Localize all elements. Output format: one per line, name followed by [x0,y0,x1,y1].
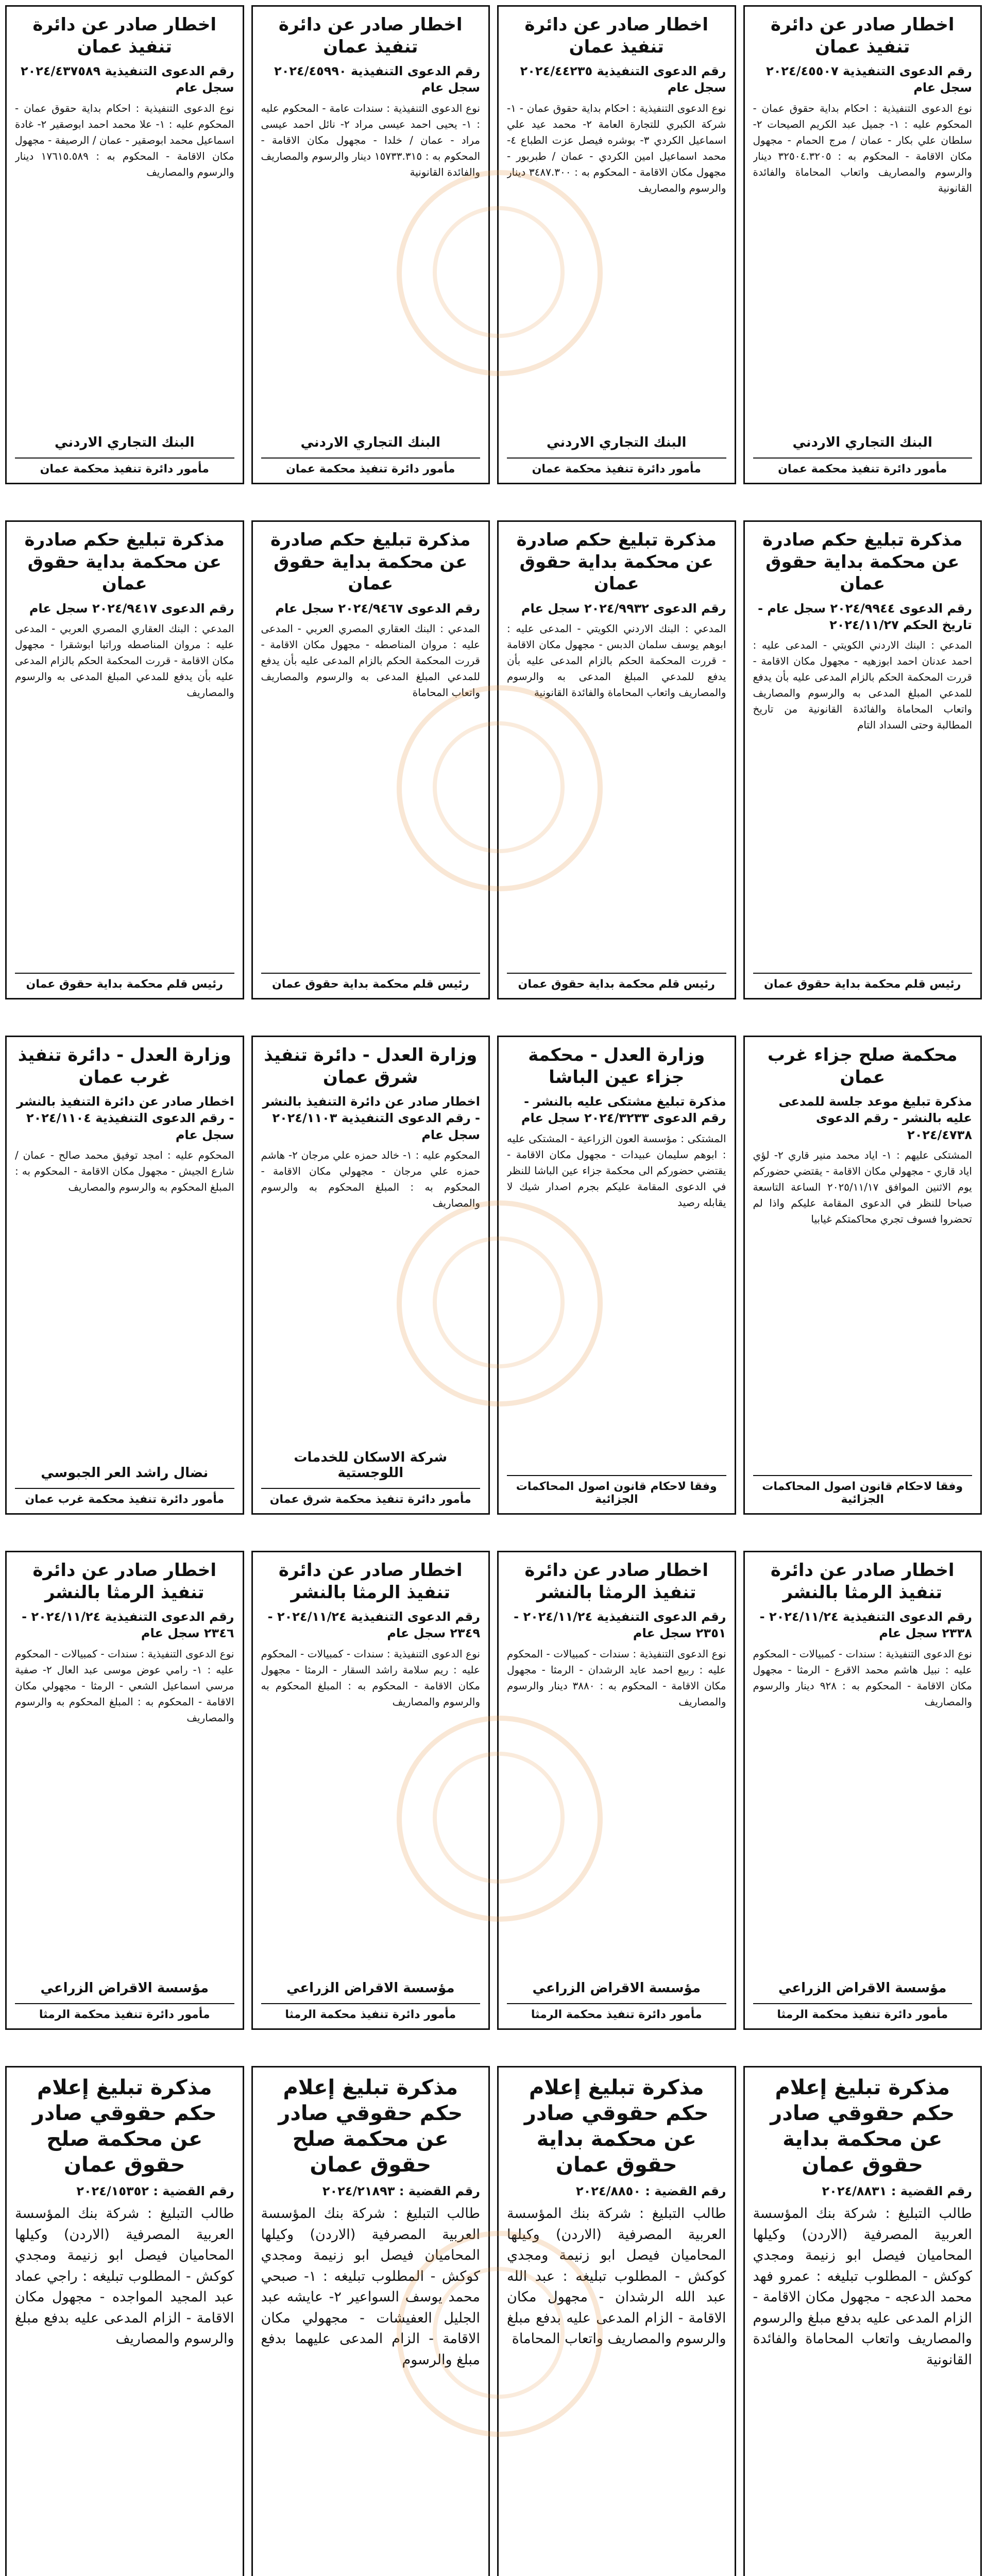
notice-body: طالب التبليغ : شركة بنك المؤسسة العربية المصرفية (الاردن) وكيلها المحاميان فيصل ابو زنيمة ومجدي كوكش - المطلوب تبليغه : ١- صبحي محمد يوسف السواعير ٢- عايشه عبد الجليل العفيشات - مجهولي مكان الاقامة - الزام المدعى عليهما بدفع مبلغ والرسوم [261,2206,480,2368]
legal-notice [497,1036,736,1515]
notice-case-number: رقم القضية : ٢٠٢٤/٨٨٥٠ [576,2184,726,2198]
notice-title: مذكرة تبليغ إعلام حكم حقوقي صادر عن محكمة صلح حقوق عمان [278,2076,463,2177]
notice-body: المدعي : البنك الاردني الكويتي - المدعى عليه : ابوهم يوسف سلمان الدبس - مجهول مكان الاقامة - قررت المحكمة الحكم بالزام المدعى عليه بأن يدفع للمدعي المبلغ المدعى به والرسوم والمصاريف واتعاب المحاماة والفائدة القانونية [507,622,726,699]
legal-notice [251,520,490,999]
notice-body: نوع الدعوى التنفيذية : احكام بداية حقوق عمان - المحكوم عليه : ١- علا محمد احمد ابوصقير ٢- غادة اسماعيل محمد ابوصقير - عمان / الرصيفة - مجهول مكان الاقامة - المحكوم به : ١٧٦١٥.٥٨٩ دينار والرسوم والمصاريف [15,101,234,178]
notice-row-5 [5,2066,982,2576]
notice-case-number: رقم الدعوى التنفيذية ٢٠٢٤/١١/٢٤ - ٢٣٤٩ سجل عام [267,1609,480,1641]
notice-title: اخطار صادر عن دائرة تنفيذ عمان [770,14,955,57]
notice-title: مذكرة تبليغ حكم صادرة عن محكمة بداية حقوق عمان [516,530,717,594]
notice-case-number: رقم القضية : ٢٠٢٤/٢١٨٩٣ [322,2184,480,2198]
notice-body: المحكوم عليه : ١- خالد حمزه علي مرجان ٢- هاشم حمزه علي مرجان - مجهولي مكان الاقامة - المحكوم به : المبلغ المحكوم به والرسوم والمصاريف [261,1149,480,1210]
notice-signature: مأمور دائرة تنفيذ محكمة شرق عمان [261,1488,481,1506]
notice-party: البنك التجاري الاردني [55,435,195,450]
notice-title: اخطار صادر عن دائرة تنفيذ عمان [32,14,217,57]
notice-body: نوع الدعوى التنفيذية : احكام بداية حقوق عمان - المحكوم عليه : ١- جميل عبد الكريم الصيحات ٢- سلطان علي بكار - عمان / مرج الحمام - مجهول مكان الاقامة - المحكوم به : ٣٢٥٠٤.٣٢٠٥ دينار والرسوم والمصاريف واتعاب المحاماة والفائدة القانونية [753,101,972,194]
notice-case-number: اخطار صادر عن دائرة التنفيذ بالنشر - رقم الدعوى التنفيذية ٢٠٢٤/١١٠٤ سجل عام [16,1094,234,1142]
notice-title: اخطار صادر عن دائرة تنفيذ الرمثا بالنشر [770,1560,955,1603]
notice-row-3 [5,1036,982,1515]
notice-case-number: رقم الدعوى ٢٠٢٤/٩٩٤٤ سجل عام - تاريخ الحكم ٢٠٢٤/١١/٢٧ [758,601,972,632]
notice-case-number: اخطار صادر عن دائرة التنفيذ بالنشر - رقم الدعوى التنفيذية ٢٠٢٤/١١٠٣ سجل عام [262,1094,480,1142]
notice-title: وزارة العدل - دائرة تنفيذ شرق عمان [264,1045,478,1088]
notice-title: وزارة العدل - دائرة تنفيذ غرب عمان [18,1045,231,1088]
notice-body: طالب التبليغ : شركة بنك المؤسسة العربية المصرفية (الاردن) وكيلها المحاميان فيصل ابو زنيمة ومجدي كوكش - المطلوب تبليغه : عمرو فهد محمد الدعجه - مجهول مكان الاقامة - الزام المدعى عليه بدفع مبلغ والرسوم والمصاريف واتعاب المحاماة والفائدة القانونية [753,2206,972,2368]
legal-notice [497,5,736,484]
notice-body: نوع الدعوى التنفيذية : سندات - كمبيالات - المحكوم عليه : ١- رامي عوض موسى عبد العال ٢- صفية مرسي اسماعيل الشعي - الرمثا - مجهولي مكان الاقامة - المحكوم به : المبلغ المحكوم به والرسوم والمصاريف [15,1647,234,1724]
notice-signature: مأمور دائرة تنفيذ محكمة الرمثا [753,2003,973,2021]
notice-case-number: مذكرة تبليغ موعد جلسة للمدعى عليه بالنشر - رقم الدعوى ٢٠٢٤/٤٧٣٨ [778,1094,972,1142]
notice-signature: رئيس قلم محكمة بداية حقوق عمان [507,973,726,991]
notice-title: مذكرة تبليغ إعلام حكم حقوقي صادر عن محكمة بداية حقوق عمان [524,2076,709,2177]
legal-notice [743,1551,982,2030]
legal-notice [251,1551,490,2030]
notice-party: مؤسسة الاقراض الزراعي [286,1980,455,1996]
legal-notice [743,2066,982,2576]
notice-case-number: رقم الدعوى التنفيذية ٢٠٢٤/٤٣٧٥٨٩ سجل عام [20,64,234,95]
notice-party: مؤسسة الاقراض الزراعي [778,1980,947,1996]
notice-body: المشتكى عليهم : ١- اياد محمد منير قاري ٢- لؤي اياد قاري - مجهولي مكان الاقامة - يقتضي حضوركم يوم الاثنين الموافق ٢٠٢٥/١١/١٧ الساعة التاسعة صباحا للنظر في الدعوى المقامة عليكم واذا لم تحضروا فسوف تجري محاكمتكم غيابيا [753,1149,972,1226]
notice-case-number: رقم القضية : ٢٠٢٤/١٥٣٥٢ [76,2184,234,2198]
notice-signature: مأمور دائرة تنفيذ محكمة عمان [261,457,481,476]
notice-case-number: رقم الدعوى التنفيذية ٢٠٢٤/١١/٢٤ - ٢٣٥١ سجل عام [514,1609,726,1641]
legal-notice [251,1036,490,1515]
notice-body: نوع الدعوى التنفيذية : سندات - كمبيالات - المحكوم عليه : ريم سلامة راشد السقار - الرمثا - مجهول مكان الاقامة - المحكوم به : المبلغ المحكوم به والرسوم والمصاريف [261,1647,480,1708]
legal-notice [743,1036,982,1515]
notice-title: اخطار صادر عن دائرة تنفيذ عمان [524,14,709,57]
notice-party: البنك التجاري الاردني [300,435,440,450]
notice-case-number: رقم القضية : ٢٠٢٤/٨٨٣١ [822,2184,972,2198]
notice-body: المدعي : البنك العقاري المصري العربي - المدعى عليه : مروان المناصطه وراتبا ابوشقرا - مجهول مكان الاقامة - قررت المحكمة الحكم بالزام المدعى عليه بأن يدفع للمدعي المبلغ المدعى به والرسوم والمصاريف [15,622,234,699]
notice-body: نوع الدعوى التنفيذية : سندات عامة - المحكوم عليه : ١- يحيى احمد عيسى مراد ٢- نائل احمد عيسى مراد - عمان / خلدا - مجهول مكان الاقامة - المحكوم به : ١٥٧٣٣.٣١٥ دينار والرسوم والمصاريف والفائدة القانونية [261,101,480,178]
notice-signature: مأمور دائرة تنفيذ محكمة غرب عمان [15,1488,234,1506]
notice-body: المدعي : البنك الاردني الكويتي - المدعى عليه : احمد عدنان احمد ابوزهيه - مجهول مكان الاقامة - قررت المحكمة الحكم بالزام المدعى عليه بأن يدفع للمدعي المبلغ المدعى به والرسوم والمصاريف واتعاب المحاماة والفائدة القانونية من تاريخ المطالبة وحتى السداد التام [753,639,972,732]
legal-notice [743,5,982,484]
legal-notice [5,2066,244,2576]
legal-notice [5,1036,244,1515]
notice-party: مؤسسة الاقراض الزراعي [532,1980,701,1996]
notice-case-number: رقم الدعوى التنفيذية ٢٠٢٤/٤٥٩٩٠ سجل عام [274,64,480,95]
notice-title: اخطار صادر عن دائرة تنفيذ الرمثا بالنشر [278,1560,463,1603]
notice-body: نوع الدعوى التنفيذية : احكام بداية حقوق عمان - ١- شركة الكبري للتجارة العامة ٢- محمد عيد علي اسماعيل الكردي ٣- بوشره فيصل عزت الطباع ٤- محمد اسماعيل امين الكردي - عمان / طبربور - مجهول مكان الاقامة - المحكوم به : ٣٤٨٧.٣٠٠ دينار والرسوم والمصاريف [507,101,726,194]
notice-case-number: رقم الدعوى ٢٠٢٤/٩٤١٧ سجل عام [29,601,234,616]
notice-row-1 [5,5,982,484]
notice-body: المدعي : البنك العقاري المصري العربي - المدعى عليه : مروان المناصطه - مجهول مكان الاقامة - قررت المحكمة الحكم بالزام المدعى عليه بأن يدفع للمدعي المبلغ المدعى به والرسوم والمصاريف واتعاب المحاماة [261,622,480,699]
notice-title: وزارة العدل - محكمة جزاء عين الباشا [528,1045,705,1088]
notice-signature: وفقا لاحكام قانون اصول المحاكمات الجزائية [507,1475,726,1506]
notice-title: مذكرة تبليغ حكم صادرة عن محكمة بداية حقوق عمان [24,530,225,594]
legal-notice [497,2066,736,2576]
notice-case-number: رقم الدعوى ٢٠٢٤/٩٩٣٢ سجل عام [521,601,726,616]
notice-body: طالب التبليغ : شركة بنك المؤسسة العربية المصرفية (الاردن) وكيلها المحاميان فيصل ابو زنيمة ومجدي كوكش - المطلوب تبليغه : عبد الله عبد الله الرشدان - مجهول مكان الاقامة - الزام المدعى عليه بدفع مبلغ والرسوم والمصاريف واتعاب المحاماة [507,2206,726,2347]
legal-notice [5,5,244,484]
legal-notice [497,520,736,999]
notice-signature: مأمور دائرة تنفيذ محكمة عمان [15,457,234,476]
notice-signature: وفقا لاحكام قانون اصول المحاكمات الجزائية [753,1475,973,1506]
notice-title: مذكرة تبليغ حكم صادرة عن محكمة بداية حقوق عمان [270,530,471,594]
notice-title: اخطار صادر عن دائرة تنفيذ الرمثا بالنشر [32,1560,217,1603]
notice-signature: مأمور دائرة تنفيذ محكمة الرمثا [261,2003,481,2021]
notice-party: مؤسسة الاقراض الزراعي [40,1980,209,1996]
legal-notice [743,520,982,999]
notice-signature: مأمور دائرة تنفيذ محكمة عمان [507,457,726,476]
notice-case-number: رقم الدعوى التنفيذية ٢٠٢٤/١١/٢٤ - ٢٣٣٨ سجل عام [759,1609,972,1641]
notice-body: نوع الدعوى التنفيذية : سندات - كمبيالات - المحكوم عليه : نبيل هاشم محمد الاقرع - الرمثا - مجهول مكان الاقامة - المحكوم به : ٩٢٨ دينار والرسوم والمصاريف [753,1647,972,1708]
notice-title: محكمة صلح جزاء غرب عمان [767,1045,958,1088]
notice-party: البنك التجاري الاردني [547,435,687,450]
notice-signature: مأمور دائرة تنفيذ محكمة عمان [753,457,973,476]
legal-notice [5,1551,244,2030]
notice-signature: مأمور دائرة تنفيذ محكمة الرمثا [15,2003,234,2021]
notice-signature: رئيس قلم محكمة بداية حقوق عمان [15,973,234,991]
notice-body: المحكوم عليه : امجد توفيق محمد صالح - عمان / شارع الجيش - مجهول مكان الاقامة - المحكوم به : المبلغ المحكوم به والرسوم والمصاريف [15,1149,234,1194]
notice-case-number: رقم الدعوى التنفيذية ٢٠٢٤/١١/٢٤ - ٢٣٤٦ سجل عام [22,1609,234,1641]
notice-body: المشتكى : مؤسسة العون الزراعية - المشتكى عليه : ابوهم سليمان عبيدات - مجهول مكان الاقامة - يقتضي حضوركم الى محكمة جزاء عين الباشا للنظر في الدعوى المقامة عليكم بجرم اصدار شيك لا يقابله رصيد [507,1132,726,1209]
legal-notice [497,1551,736,2030]
notice-body: طالب التبليغ : شركة بنك المؤسسة العربية المصرفية (الاردن) وكيلها المحاميان فيصل ابو زنيمة ومجدي كوكش - المطلوب تبليغه : راجي عماد عبد المجيد المواجده - مجهول مكان الاقامة - الزام المدعى عليه بدفع مبلغ والرسوم والمصاريف [15,2206,234,2347]
legal-notice [251,2066,490,2576]
notice-title: مذكرة تبليغ إعلام حكم حقوقي صادر عن محكمة صلح حقوق عمان [32,2076,217,2177]
notice-title: مذكرة تبليغ إعلام حكم حقوقي صادر عن محكمة بداية حقوق عمان [770,2076,955,2177]
notice-case-number: مذكرة تبليغ مشتكى عليه بالنشر - رقم الدعوى ٢٠٢٤/٣٢٣٣ سجل عام [521,1094,726,1126]
notice-signature: مأمور دائرة تنفيذ محكمة الرمثا [507,2003,726,2021]
notice-title: اخطار صادر عن دائرة تنفيذ الرمثا بالنشر [524,1560,709,1603]
notice-case-number: رقم الدعوى التنفيذية ٢٠٢٤/٤٤٢٣٥ سجل عام [520,64,726,95]
notice-title: مذكرة تبليغ حكم صادرة عن محكمة بداية حقوق عمان [762,530,963,594]
notice-signature: رئيس قلم محكمة بداية حقوق عمان [753,973,973,991]
legal-notice [5,520,244,999]
notice-signature: رئيس قلم محكمة بداية حقوق عمان [261,973,481,991]
notice-party: شركة الاسكان للخدمات اللوجستية [294,1450,448,1481]
notice-party: البنك التجاري الاردني [792,435,932,450]
notice-body: نوع الدعوى التنفيذية : سندات - كمبيالات - المحكوم عليه : ربيع احمد عايد الرشدان - الرمثا - مجهول مكان الاقامة - المحكوم به : ٣٨٨٠ دينار والرسوم والمصاريف [507,1647,726,1708]
notice-row-4 [5,1551,982,2030]
notice-row-2 [5,520,982,999]
notice-case-number: رقم الدعوى ٢٠٢٤/٩٤٦٧ سجل عام [275,601,480,616]
notice-party: نضال راشد العر الجبوسي [41,1465,209,1481]
legal-notice [251,5,490,484]
notice-title: اخطار صادر عن دائرة تنفيذ عمان [278,14,463,57]
notice-case-number: رقم الدعوى التنفيذية ٢٠٢٤/٤٥٥٠٧ سجل عام [766,64,972,95]
